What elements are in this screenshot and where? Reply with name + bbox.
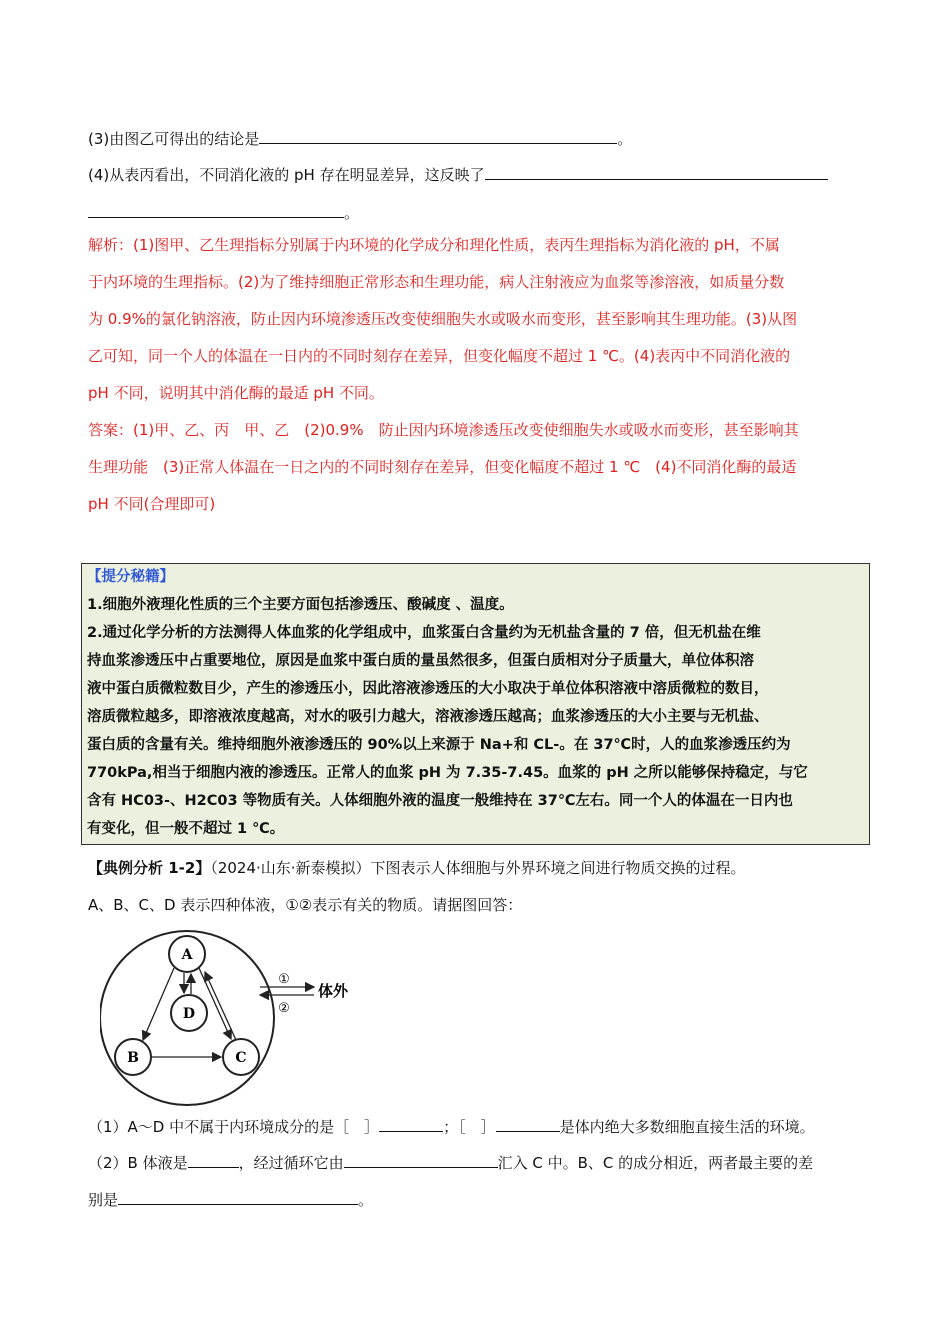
arrow-a-to-b xyxy=(143,968,174,1040)
tips-line: 1.细胞外液理化性质的三个主要方面包括渗透压、酸碱度 、温度。 xyxy=(87,597,514,613)
answer-line: 生理功能 (3)正常人体温在一日之内的不同时刻存在差异，但变化幅度不超过 1 ℃ (4)不同消化酶的最适 xyxy=(88,458,797,476)
tips-line: 2.通过化学分析的方法测得人体血浆的化学组成中，血浆蛋白含量约为无机盐含量的 7 倍，但无机盐在维 xyxy=(87,625,761,641)
answer-blank[interactable] xyxy=(496,1116,560,1132)
tips-line: 770kPa,相当于细胞内液的渗透压。正常人的血浆 pH 为 7.35-7.45。血浆的 pH 之所以能够保持稳定，与它 xyxy=(87,765,808,781)
answer-line: pH 不同(合理即可) xyxy=(88,495,216,513)
sub-question-1: （1）A～D 中不属于内环境成分的是［ ］ ；［ ］ 是体内绝大多数细胞直接生活的环境。 xyxy=(88,1118,815,1136)
analysis-line: pH 不同，说明其中消化酶的最适 pH 不同。 xyxy=(88,384,384,402)
tips-line: 含有 HC03-、H2C03 等物质有关。人体细胞外液的温度一般维持在 37℃左右。同一个人的体温在一日内也 xyxy=(87,793,793,809)
sub-question-2: （2）B 体液是 ，经过循环它由 汇入 C 中。B、C 的成分相近，两者最主要的差 xyxy=(88,1154,814,1172)
answer-line: 答案：(1)甲、乙、丙 甲、乙 (2)0.9% 防止因内环境渗透压改变使细胞失水或吸水而变形，甚至影响其 xyxy=(88,421,799,439)
tips-line: 液中蛋白质微粒数目少，产生的渗透压小，因此溶液渗透压的大小取决于单位体积溶液中溶质微粒的数目， xyxy=(87,681,769,697)
answer-blank[interactable] xyxy=(485,164,828,180)
tips-line: 溶质微粒越多，即溶液浓度越高，对水的吸引力越大，溶液渗透压越高；血浆渗透压的大小主要与无机盐、 xyxy=(87,709,769,725)
analysis-line: 解析：(1)图甲、乙生理指标分别属于内环境的化学成分和理化性质，表丙生理指标为消化液的 pH，不属 xyxy=(88,236,780,254)
tips-box xyxy=(81,563,870,845)
body-fluid-diagram xyxy=(100,925,380,1115)
arrow-2-label: ② xyxy=(278,1001,290,1016)
answer-blank[interactable] xyxy=(259,128,617,144)
node-a-label: A xyxy=(181,947,193,963)
node-b-label: B xyxy=(127,1050,139,1066)
outside-label: 体外 xyxy=(318,982,349,1000)
answer-blank[interactable] xyxy=(379,1116,443,1132)
tips-line: 蛋白质的含量有关。维持细胞外液渗透压的 90%以上来源于 Na+和 CL-。在 37℃时，人的血浆渗透压约为 xyxy=(87,737,791,753)
answer-blank[interactable] xyxy=(88,202,344,218)
answer-blank[interactable] xyxy=(344,1152,498,1168)
sub-question-2-continued: 别是 。 xyxy=(88,1191,374,1209)
question-4-continued: 。 xyxy=(88,202,359,223)
node-c-label: C xyxy=(235,1050,247,1066)
question-3: (3)由图乙可得出的结论是 。 xyxy=(88,130,633,148)
answer-blank[interactable] xyxy=(118,1189,358,1205)
question-3-text: (3)由图乙可得出的结论是 xyxy=(88,130,260,148)
arrow-1-label: ① xyxy=(278,972,290,987)
question-4 xyxy=(88,164,828,185)
tips-line: 有变化，但一般不超过 1 ℃。 xyxy=(87,821,285,837)
tips-title: 【提分秘籍】 xyxy=(87,569,174,585)
tips-line: 持血浆渗透压中占重要地位，原因是血浆中蛋白质的量虽然很多，但蛋白质相对分子质量大，单位体积溶 xyxy=(87,653,754,669)
example-label: 【典例分析 1-2】 xyxy=(88,859,211,877)
example-heading xyxy=(88,858,746,878)
analysis-line: 为 0.9%的氯化钠溶液，防止因内环境渗透压改变使细胞失水或吸水而变形，甚至影响其生理功能。(3)从图 xyxy=(88,310,798,328)
example-source: （2024·山东·新泰模拟）下图表示人体细胞与外界环境之间进行物质交换的过程。 xyxy=(210,859,746,877)
question-4-text: (4)从表丙看出，不同消化液的 pH 存在明显差异，这反映了 xyxy=(88,166,485,184)
analysis-line: 于内环境的生理指标。(2)为了维持细胞正常形态和生理功能，病人注射液应为血浆等渗溶液，如质量分数 xyxy=(88,273,785,291)
arrow-c-to-a xyxy=(205,972,236,1040)
node-d-label: D xyxy=(182,1006,196,1022)
answer-blank[interactable] xyxy=(188,1152,239,1168)
example-description: A、B、C、D 表示四种体液，①②表示有关的物质。请据图回答： xyxy=(88,896,523,914)
analysis-line: 乙可知，同一个人的体温在一日内的不同时刻存在差异，但变化幅度不超过 1 ℃。(4)表丙中不同消化液的 xyxy=(88,347,791,365)
